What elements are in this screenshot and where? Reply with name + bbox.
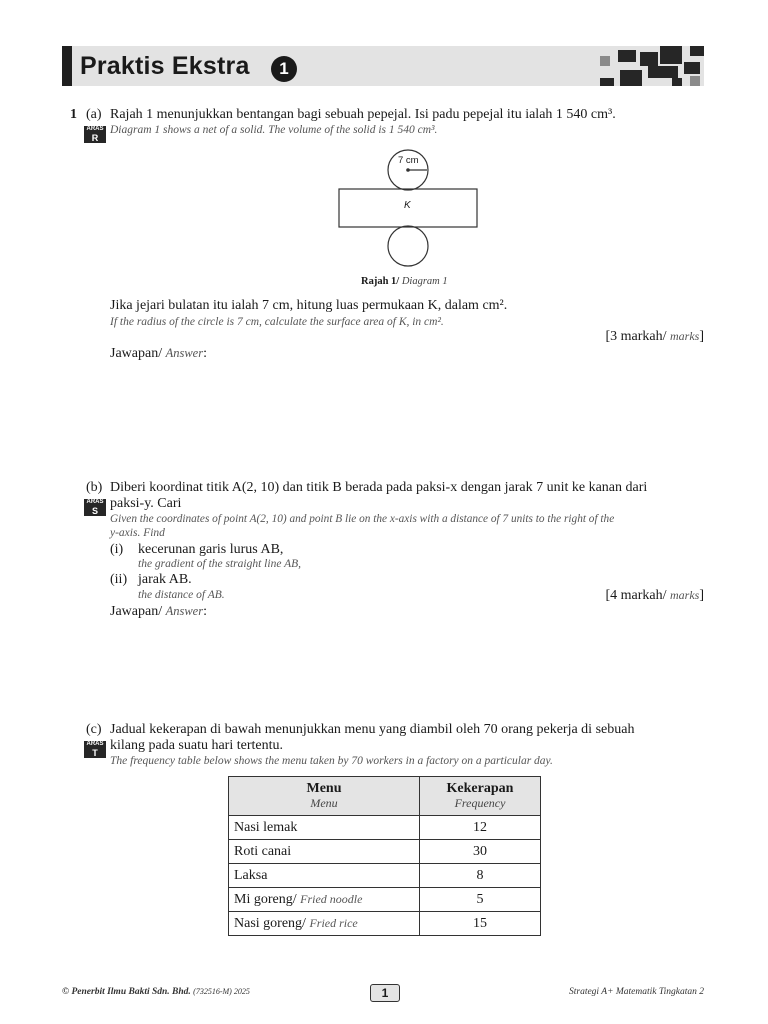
part-c-text-ms-2: kilang pada suatu hari tertentu. bbox=[110, 738, 283, 753]
part-a-task-ms: Jika jejari bulatan itu ialah 7 cm, hitung luas permukaan K, dalam cm². bbox=[110, 298, 508, 313]
part-b-text-en-1: Given the coordinates of point A(2, 10) and point B lie on the x-axis with a distance of 7 units to the right of the bbox=[110, 513, 615, 525]
frequency-cell: 5 bbox=[420, 888, 541, 912]
frequency-table bbox=[228, 776, 541, 936]
frequency-cell: 15 bbox=[420, 912, 541, 936]
part-b-ii-en: the distance of AB. bbox=[138, 589, 225, 601]
part-b-i-label: (i) bbox=[110, 542, 124, 557]
part-a-marks: [3 markah/ marks] bbox=[605, 329, 704, 344]
part-b-ii-ms: jarak AB. bbox=[138, 572, 192, 587]
part-a-label: (a) bbox=[86, 107, 102, 122]
part-c-label: (c) bbox=[86, 722, 102, 737]
part-b-label: (b) bbox=[86, 480, 103, 495]
part-b-marks: [4 markah/ marks] bbox=[605, 588, 704, 603]
table-row bbox=[229, 912, 541, 936]
diagram-caption: Rajah 1/ Diagram 1 bbox=[361, 276, 448, 287]
frequency-cell: 12 bbox=[420, 816, 541, 840]
page-title: Praktis Ekstra bbox=[80, 52, 250, 80]
part-b-answer-label: Jawapan/ Answer: bbox=[110, 604, 207, 619]
table-row bbox=[229, 840, 541, 864]
footer-book-title: Strategi A+ Matematik Tingkatan 2 bbox=[568, 987, 704, 997]
level-badge-s: ARAS S bbox=[84, 499, 106, 516]
title-number-badge: 1 bbox=[271, 56, 297, 82]
frequency-cell: 8 bbox=[420, 864, 541, 888]
part-a-text-ms: Rajah 1 menunjukkan bentangan bagi sebuah pepejal. Isi padu pepejal itu ialah 1 540 cm³. bbox=[110, 107, 616, 122]
table-row bbox=[229, 888, 541, 912]
part-b-text-ms-1: Diberi koordinat titik A(2, 10) dan titik B berada pada paksi-x dengan jarak 7 unit ke kanan dari bbox=[110, 480, 648, 495]
part-b-ii-label: (ii) bbox=[110, 572, 128, 587]
menu-cell: Roti canai bbox=[229, 840, 420, 864]
part-c-text-ms-1: Jadual kekerapan di bawah menunjukkan menu yang diambil oleh 70 orang pekerja di sebuah bbox=[110, 722, 635, 737]
menu-cell: Nasi lemak bbox=[229, 816, 420, 840]
part-a-text-en: Diagram 1 shows a net of a solid. The volume of the solid is 1 540 cm³. bbox=[110, 124, 438, 136]
menu-cell: Laksa bbox=[229, 864, 420, 888]
question-number: 1 bbox=[70, 107, 77, 122]
part-c-text-en: The frequency table below shows the menu taken by 70 workers in a factory on a particular day. bbox=[110, 755, 553, 767]
center-dot bbox=[406, 168, 410, 172]
level-badge-t: ARAS T bbox=[84, 741, 106, 758]
bottom-circle bbox=[388, 226, 428, 266]
part-b-text-en-2: y-axis. Find bbox=[110, 527, 165, 539]
table-header-frequency: Kekerapan Frequency bbox=[420, 777, 541, 816]
part-b-text-ms-2: paksi-y. Cari bbox=[110, 496, 182, 511]
menu-cell: Mi goreng/ Fried noodle bbox=[229, 888, 420, 912]
radius-label: 7 cm bbox=[398, 155, 419, 166]
part-b-i-ms: kecerunan garis lurus AB, bbox=[138, 542, 284, 557]
part-b-i-en: the gradient of the straight line AB, bbox=[138, 558, 302, 570]
header-accent-bar bbox=[62, 46, 72, 86]
footer-publisher: © Penerbit Ilmu Bakti Sdn. Bhd. (732516-M) 2025 bbox=[62, 987, 250, 997]
page-number: 1 bbox=[370, 984, 400, 1002]
table-header-menu: Menu Menu bbox=[229, 777, 420, 816]
rectangle-label-k: K bbox=[404, 200, 411, 211]
level-badge-r: ARAS R bbox=[84, 126, 106, 143]
table-header-row bbox=[229, 777, 541, 816]
table-row bbox=[229, 864, 541, 888]
table-row bbox=[229, 816, 541, 840]
part-a-task-en: If the radius of the circle is 7 cm, calculate the surface area of K, in cm². bbox=[110, 316, 444, 328]
menu-cell: Nasi goreng/ Fried rice bbox=[229, 912, 420, 936]
part-a-answer-label: Jawapan/ Answer: bbox=[110, 346, 207, 361]
frequency-cell: 30 bbox=[420, 840, 541, 864]
